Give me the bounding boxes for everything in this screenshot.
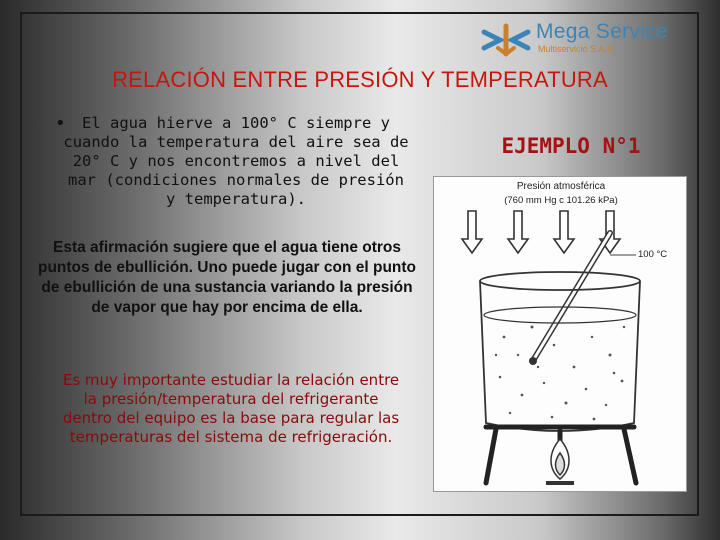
pressure-arrows-icon: [462, 211, 620, 253]
thermometer-icon: [529, 233, 636, 365]
flame-icon: [546, 439, 574, 483]
paragraph-boiling-variation: Esta afirmación sugiere que el agua tiene otros puntos de ebullición. Uno puede jugar con el punto de ebullición de una sustancia variando la presión de vapor que hay por encima de ella.: [37, 239, 417, 316]
paragraph-boiling-point: El agua hierve a 100° C siempre y cuando la temperatura del aire sea de 20° C y nos encontremos a nivel del mar (condiciones normales de presión y temperatura).: [63, 114, 409, 208]
logo-tagline: Multiservicio S.A.S: [538, 44, 614, 54]
figure-caption-pressure-value: (760 mm Hg c 101.26 kPa): [504, 195, 618, 206]
bubbles-icon: [495, 326, 625, 421]
logo-name: Mega Service: [536, 20, 668, 43]
mega-service-logo-icon: [478, 22, 534, 58]
slide-title: RELACIÓN ENTRE PRESIÓN Y TEMPERATURA: [112, 67, 608, 92]
boiling-water-illustration: [433, 176, 687, 492]
company-logo: [478, 20, 698, 60]
beaker-icon: [480, 272, 640, 431]
bullet-marker: •: [55, 113, 66, 134]
figure-temperature-label: 100 °C: [638, 249, 668, 260]
beaker-drawing: [434, 177, 688, 493]
paragraph-refrigeration: Es muy importante estudiar la relación entre la presión/temperatura del refrigerante dentro del equipo es la base para regular las temperaturas del sistema de refrigeración.: [62, 371, 400, 446]
example-heading: EJEMPLO N°1: [501, 134, 641, 158]
figure-caption-pressure: Presión atmosférica: [516, 181, 606, 192]
